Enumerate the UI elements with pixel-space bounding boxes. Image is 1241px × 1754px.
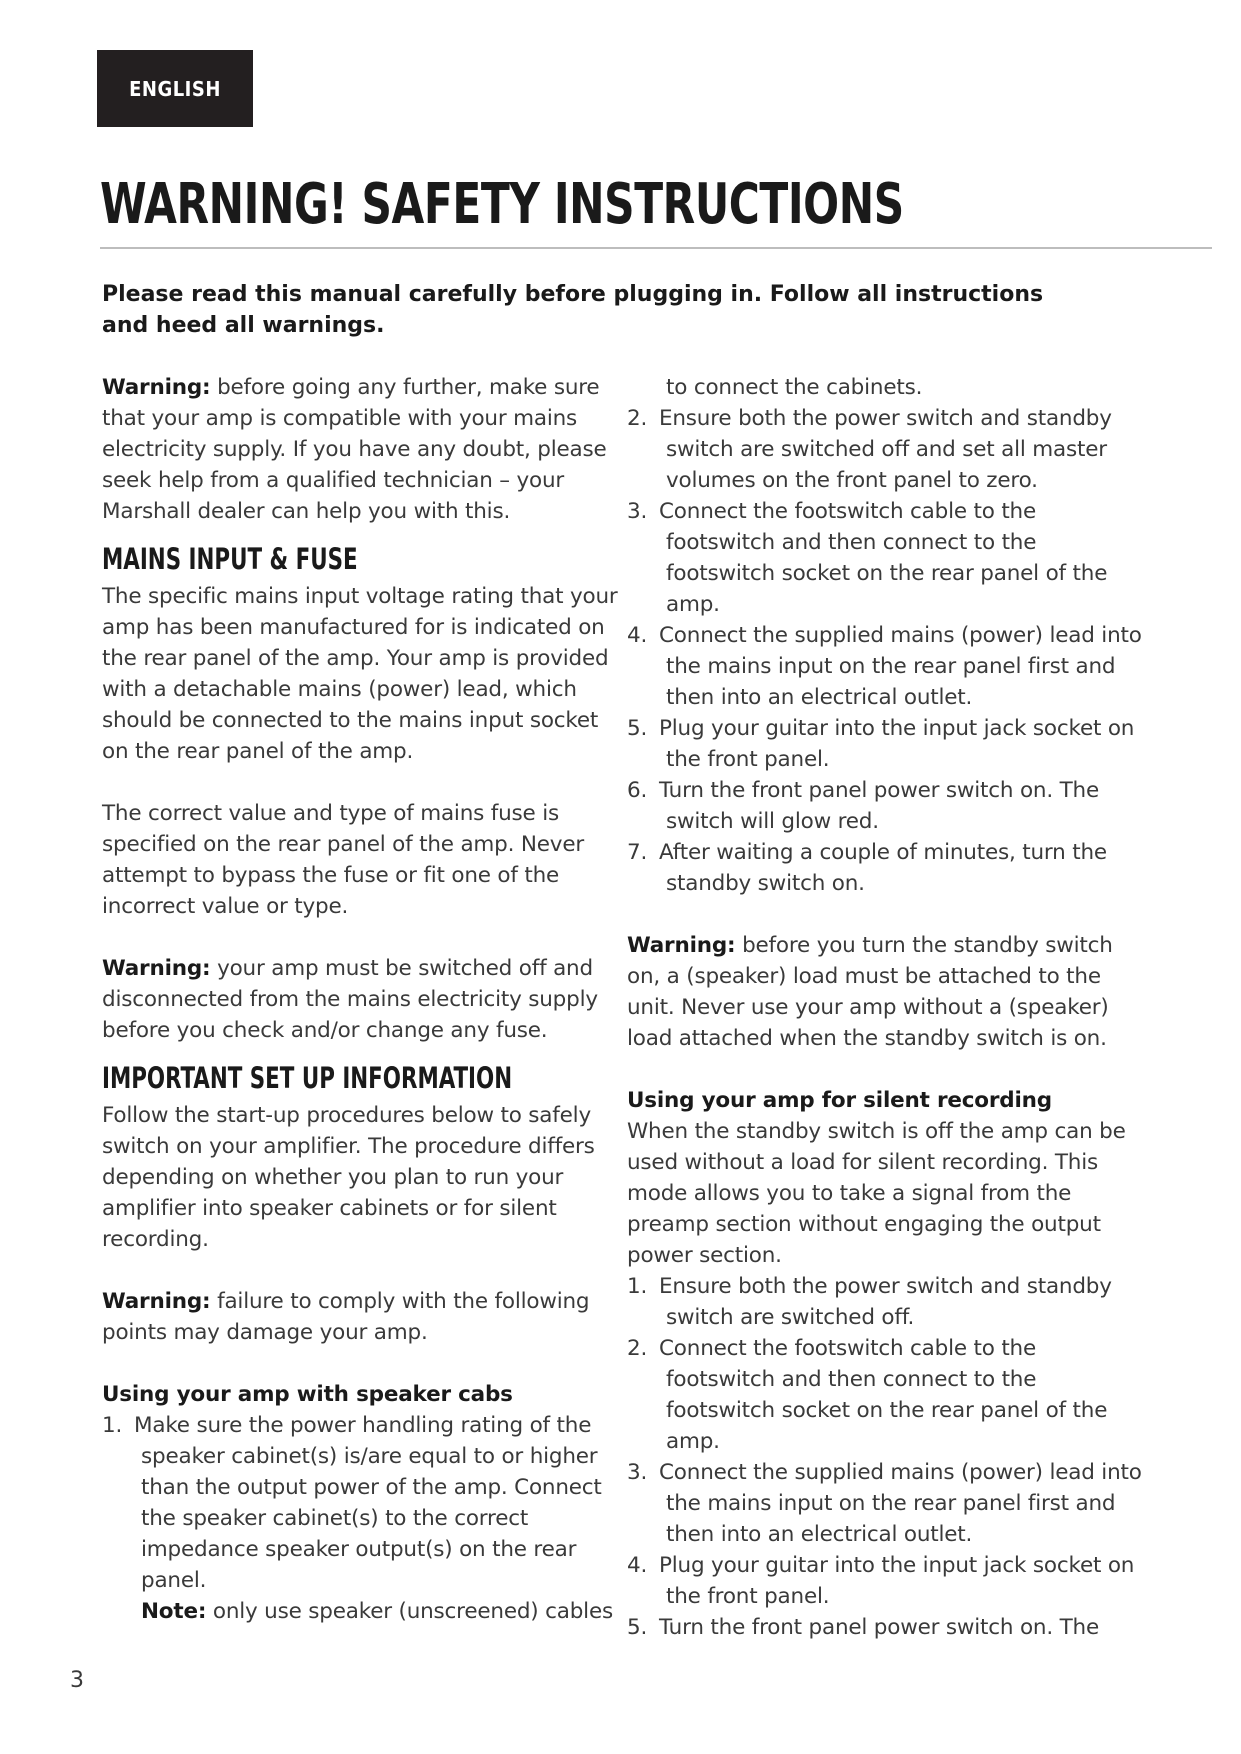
note-text: only use speaker (unscreened) cables bbox=[212, 1599, 613, 1624]
list-number: 2. bbox=[627, 1336, 648, 1361]
warning-label: Warning: bbox=[102, 1289, 211, 1314]
list-item bbox=[627, 837, 1147, 899]
list-item bbox=[627, 775, 1147, 837]
list-text: Make sure the power handling rating of the bbox=[134, 1413, 592, 1438]
warning-paragraph bbox=[102, 953, 622, 1046]
list-item bbox=[627, 1457, 1147, 1550]
list-text-continued: the front panel. bbox=[666, 747, 830, 772]
warning-text: failure to comply with the following points may damage your amp. bbox=[102, 1289, 590, 1345]
list-number: 4. bbox=[627, 623, 648, 648]
warning-text: before you turn the standby switch on, a (speaker) load must be attached to the unit. Never use your amp without a (speaker) load attached when the standby switch is on. bbox=[627, 933, 1113, 1051]
list-text-continued: footswitch and then connect to the footswitch socket on the rear panel of the amp. bbox=[666, 1367, 1108, 1454]
list-text-continued: footswitch and then connect to the footswitch socket on the rear panel of the amp. bbox=[666, 530, 1108, 617]
subheading-speaker-cabs: Using your amp with speaker cabs bbox=[102, 1382, 513, 1407]
warning-text: before going any further, make sure that your amp is compatible with your mains electricity supply. If you have any doubt, please seek help from a qualified technician – your Marshall dealer can help you with this. bbox=[102, 375, 607, 524]
language-tab: ENGLISH bbox=[97, 50, 253, 127]
page-number: 3 bbox=[70, 1668, 84, 1693]
left-column bbox=[102, 372, 622, 1627]
warning-label: Warning: bbox=[102, 956, 211, 981]
title-divider bbox=[100, 247, 1212, 249]
list-number: 5. bbox=[627, 716, 648, 741]
list-text: Turn the front panel power switch on. The bbox=[659, 1615, 1099, 1640]
mains-paragraph-2: The correct value and type of mains fuse is specified on the rear panel of the amp. Never attempt to bypass the fuse or fit one of the incorrect value or type. bbox=[102, 801, 584, 919]
list-text: Connect the supplied mains (power) lead into bbox=[659, 1460, 1142, 1485]
intro-text: Please read this manual carefully before plugging in. Follow all instructions and heed all warnings. bbox=[102, 282, 1044, 338]
list-text: Ensure both the power switch and standby bbox=[659, 1274, 1112, 1299]
subheading-silent-recording: Using your amp for silent recording bbox=[627, 1088, 1052, 1113]
right-column bbox=[627, 372, 1147, 1643]
list-text-continued: the mains input on the rear panel first and then into an electrical outlet. bbox=[666, 1491, 1116, 1547]
list-number: 6. bbox=[627, 778, 648, 803]
section-heading-mains: MAINS INPUT & FUSE bbox=[102, 542, 358, 576]
warning-text: your amp must be switched off and disconnected from the mains electricity supply before you check and/or change any fuse. bbox=[102, 956, 598, 1043]
list-text-continued: to connect the cabinets. bbox=[666, 375, 923, 400]
note-paragraph bbox=[102, 1596, 622, 1627]
list-text: After waiting a couple of minutes, turn the bbox=[659, 840, 1107, 865]
warning-label: Warning: bbox=[627, 933, 736, 958]
speaker-cabs-list bbox=[627, 403, 1147, 899]
list-number: 7. bbox=[627, 840, 648, 865]
section-heading-setup: IMPORTANT SET UP INFORMATION bbox=[102, 1061, 513, 1095]
list-item bbox=[627, 403, 1147, 496]
list-item bbox=[627, 1271, 1147, 1333]
list-text-continued: switch are switched off. bbox=[666, 1305, 915, 1330]
list-text: Plug your guitar into the input jack socket on bbox=[659, 1553, 1135, 1578]
warning-paragraph bbox=[102, 372, 622, 527]
list-text-continued: switch are switched off and set all master volumes on the front panel to zero. bbox=[666, 437, 1107, 493]
list-number: 2. bbox=[627, 406, 648, 431]
list-item bbox=[627, 496, 1147, 620]
list-number: 3. bbox=[627, 1460, 648, 1485]
list-text: Connect the supplied mains (power) lead into bbox=[659, 623, 1142, 648]
list-text-continued: standby switch on. bbox=[666, 871, 865, 896]
list-text-continued: switch will glow red. bbox=[666, 809, 879, 834]
list-item bbox=[627, 1612, 1147, 1643]
page-title: WARNING! SAFETY INSTRUCTIONS bbox=[100, 172, 904, 237]
list-item bbox=[102, 1410, 622, 1596]
list-text: Plug your guitar into the input jack socket on bbox=[659, 716, 1135, 741]
list-item bbox=[627, 1333, 1147, 1457]
list-number: 3. bbox=[627, 499, 648, 524]
warning-label: Warning: bbox=[102, 375, 211, 400]
list-text: Ensure both the power switch and standby bbox=[659, 406, 1112, 431]
warning-paragraph bbox=[627, 930, 1147, 1054]
list-text: Connect the footswitch cable to the bbox=[659, 499, 1037, 524]
list-item bbox=[627, 1550, 1147, 1612]
list-item bbox=[627, 713, 1147, 775]
note-label: Note: bbox=[141, 1599, 207, 1624]
setup-paragraph-1: Follow the start-up procedures below to safely switch on your amplifier. The procedure differs depending on whether you plan to run your amplifier into speaker cabinets or for silent recording. bbox=[102, 1103, 595, 1252]
mains-paragraph-1: The specific mains input voltage rating that your amp has been manufactured for is indicated on the rear panel of the amp. Your amp is provided with a detachable mains (power) lead, which should be connected to the mains input socket on the rear panel of the amp. bbox=[102, 584, 618, 764]
list-number: 5. bbox=[627, 1615, 648, 1640]
silent-paragraph-1: When the standby switch is off the amp can be used without a load for silent recording. This mode allows you to take a signal from the preamp section without engaging the output power section. bbox=[627, 1119, 1126, 1268]
list-text-continued: the front panel. bbox=[666, 1584, 830, 1609]
warning-paragraph bbox=[102, 1286, 622, 1348]
list-item bbox=[627, 620, 1147, 713]
list-text: Connect the footswitch cable to the bbox=[659, 1336, 1037, 1361]
list-text-continued: speaker cabinet(s) is/are equal to or higher than the output power of the amp. Connect the speaker cabinet(s) to the correct impedance speaker output(s) on the rear panel. bbox=[141, 1444, 602, 1593]
list-text-continued: the mains input on the rear panel first and then into an electrical outlet. bbox=[666, 654, 1116, 710]
list-text: Turn the front panel power switch on. The bbox=[659, 778, 1099, 803]
list-number: 4. bbox=[627, 1553, 648, 1578]
list-number: 1. bbox=[102, 1413, 123, 1438]
list-number: 1. bbox=[627, 1274, 648, 1299]
silent-recording-list bbox=[627, 1271, 1147, 1643]
